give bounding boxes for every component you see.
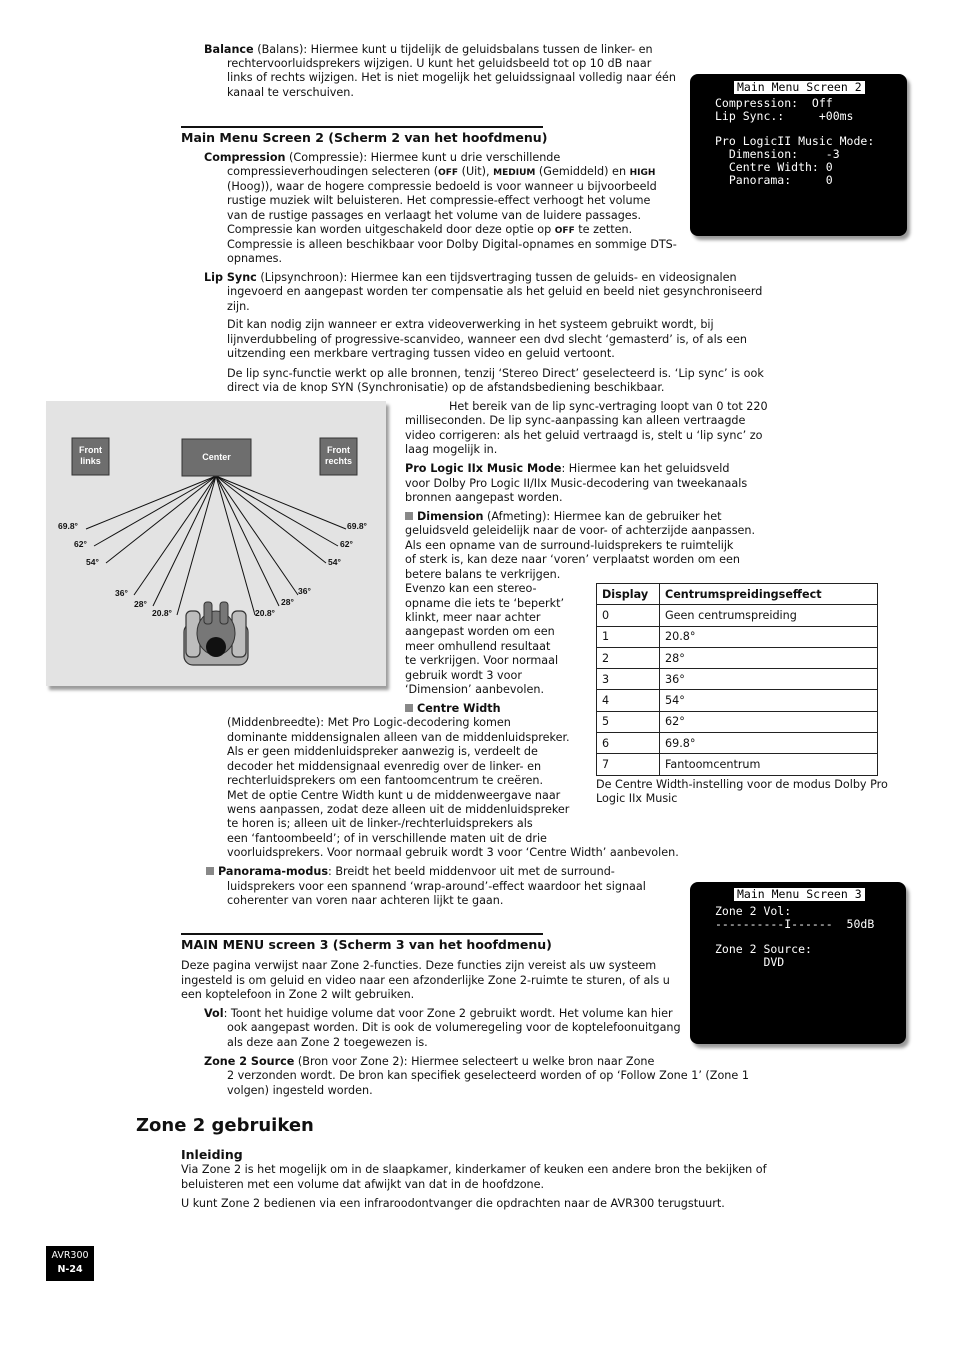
table-cell: 1	[597, 626, 660, 647]
prologic-line-2: voor Dolby Pro Logic II/IIx Music-decodering van tweekanaals	[405, 477, 748, 490]
angle-label-left: 54°	[86, 557, 99, 567]
dimension-line-12: gebruik wordt 3 voor	[405, 669, 522, 682]
balance-line-1: Balance (Balans): Hiermee kunt u tijdelijk de geluidsbalans tussen de linker- en	[204, 43, 653, 56]
osd-line: Lip Sync.: +00ms	[715, 109, 854, 123]
osd-line: Panorama: 0	[715, 173, 833, 187]
zone2-source-line-3: volgen) ingesteld worden.	[227, 1084, 373, 1097]
angle-label-right: 69.8°	[347, 521, 367, 531]
zone2-source-line-2: 2 verzonden wordt. De bron kan specifiek geselecteerd worden of op ‘Follow Zone 1’ (Zone 1	[227, 1069, 749, 1082]
listener-leg-left	[204, 602, 212, 624]
panorama-line-2: luidsprekers voor een spannend ‘wrap-around’-effect waardoor het signaal	[227, 880, 646, 893]
dimension-line-4: of sterk is, kan deze naar ‘voren’ verplaatst worden om een	[405, 553, 740, 566]
table-cell: 3	[597, 669, 660, 690]
speaker-front-right-label-2: rechts	[324, 456, 353, 466]
lipsync-line-2: ingevoerd en aangepast worden ter compensatie als het geluid en beeld niet gesynchroniseerd	[227, 285, 763, 298]
dimension-line-1: Dimension (Afmeting): Hiermee kan de gebruiker het	[405, 510, 721, 525]
angle-line	[216, 476, 298, 595]
angle-label-right: 28°	[281, 597, 294, 607]
table-cell: 54°	[660, 690, 878, 711]
compression-line-1: Compression (Compressie): Hiermee kunt u drie verschillende	[204, 151, 561, 164]
centre-line-5: rechterluidsprekers om een fantoomcentrum te creëren.	[227, 774, 544, 787]
osd-line: DVD	[715, 955, 785, 969]
angle-line	[86, 476, 216, 529]
section-rule	[181, 126, 543, 128]
angle-line	[134, 476, 216, 595]
compression-line-8: opnames.	[227, 252, 283, 265]
angle-line	[94, 476, 216, 546]
lipsync-para4-line-4: laag mogelijk in.	[405, 443, 498, 456]
compression-line-6: Compressie kan worden uitgeschakeld door deze optie op OFF te zetten.	[227, 223, 633, 236]
angle-label-left: 20.8°	[152, 608, 172, 618]
lipsync-para3-line-2: direct via de knop SYN (Synchronisatie) op de afstandsbediening beschikbaar.	[227, 381, 665, 394]
table-cell: Fantoomcentrum	[660, 754, 878, 775]
osd-title: Main Menu Screen 3	[734, 888, 865, 901]
angle-line	[216, 476, 338, 546]
vol-line-3: als deze aan Zone 2 toegewezen is.	[227, 1036, 428, 1049]
lipsync-para2-line-3: uitzending een merkbare vertraging tussen video en geluid vertoont.	[227, 347, 615, 360]
angle-label-left: 69.8°	[58, 521, 78, 531]
compression-line-3: (Hoog)), waar de hogere compressie bedoeld is voor wanneer u bijvoorbeeld	[227, 180, 657, 193]
table-row	[597, 690, 878, 711]
panorama-line-1: Panorama-modus: Breidt het beeld middenvoor uit met de surround-	[206, 865, 615, 880]
table-cell: 28°	[660, 647, 878, 668]
speaker-center-label: Center	[202, 452, 231, 462]
compression-line-7: Compressie is alleen beschikbaar voor Dolby Digital-opnames en sommige DTS-	[227, 238, 677, 251]
lipsync-line-1: Lip Sync (Lipsynchroon): Hiermee kan een tijdsvertraging tussen de geluids- en videosignalen	[204, 271, 737, 284]
dimension-line-11: te verkrijgen. Voor normaal	[405, 654, 559, 667]
zone2-subtitle: Inleiding	[181, 1147, 243, 1162]
table-row	[597, 669, 878, 690]
speaker-angle-diagram-svg	[46, 401, 386, 686]
osd-line: Centre Width: 0	[715, 160, 833, 174]
osd-line: Compression: Off	[715, 96, 833, 110]
table-cell: 20.8°	[660, 626, 878, 647]
table-cell: 2	[597, 647, 660, 668]
angle-label-left: 36°	[115, 588, 128, 598]
model-name: AVR300	[51, 1250, 89, 1261]
table-cell: 62°	[660, 711, 878, 732]
osd-line: Dimension: -3	[715, 147, 840, 161]
lipsync-para2-line-1: Dit kan nodig zijn wanneer er extra videoverwerking in het systeem gebruikt wordt, bij	[227, 318, 714, 331]
table-header-display: Display	[597, 584, 660, 605]
dimension-line-2: geluidsveld geleidelijk naar de voor- of achterzijde aanpassen.	[405, 524, 756, 537]
vol-line-2: ook aangepast worden. Dit is ook de volumeregeling voor de koptelefoonuitgang	[227, 1021, 681, 1034]
table-cell: Geen centrumspreiding	[660, 605, 878, 626]
angle-label-right: 20.8°	[255, 608, 275, 618]
balance-line-3: links of rechts wijzigen. Het is niet mogelijk het geluidssignaal volledig naar één	[227, 71, 677, 84]
osd-main-menu-screen-2	[690, 74, 907, 236]
dimension-line-8: klinkt, meer naar achter	[405, 611, 541, 624]
dimension-line-3: Als een opname van de surround-luidsprekers te ruimtelijk	[405, 539, 734, 552]
table-row	[597, 754, 878, 775]
page-badge	[46, 1246, 94, 1281]
angle-line	[216, 476, 326, 563]
table-cell: 7	[597, 754, 660, 775]
centre-line-6: Met de optie Centre Width kunt u de middenweergave naar	[227, 789, 561, 802]
section3-intro-line-1: Deze pagina verwijst naar Zone 2-functies. Deze functies zijn vereist als uw systeem	[181, 959, 657, 972]
lipsync-para2-line-2: lijnverdubbeling of progressive-scanvideo, wanneer een dvd slecht ‘gemasterd’ is, of als een	[227, 333, 747, 346]
centre-line-7: wens aanpassen, zodat deze alleen uit de middenluidspreker	[227, 803, 570, 816]
table-caption-line-2: Logic IIx Music	[596, 792, 678, 805]
balance-label: Balance	[204, 43, 254, 56]
table-row	[597, 647, 878, 668]
section3-intro-line-3: een koptelefoon in Zone 2 wilt gebruiken.	[181, 988, 415, 1001]
angle-labels	[58, 521, 368, 618]
speaker-front-right-label-1: Front	[327, 445, 350, 455]
bullet-square-icon	[405, 704, 413, 712]
osd-title: Main Menu Screen 2	[734, 81, 865, 94]
centre-line-8: te horen is; alleen uit de linker-/rechterluidsprekers als	[227, 817, 533, 830]
table-row	[597, 626, 878, 647]
centre-width-table	[596, 583, 878, 776]
table-row	[597, 733, 878, 754]
bullet-square-icon	[405, 512, 413, 520]
centre-line-3: Als er geen middenluidspreker aanwezig is, verdeelt de	[227, 745, 538, 758]
vol-line-1: Vol: Toont het huidige volume dat voor Zone 2 gebruikt wordt. Het volume kan hier	[204, 1007, 673, 1020]
lipsync-para4-line-1: Het bereik van de lip sync-vertraging loopt van 0 tot 220	[449, 400, 768, 413]
speaker-center	[182, 439, 251, 476]
section-heading-screen-3: MAIN MENU screen 3 (Scherm 3 van het hoofdmenu)	[181, 937, 552, 952]
angle-label-right: 36°	[298, 586, 311, 596]
compression-line-2: compressieverhoudingen selecteren (OFF (Uit), MEDIUM (Gemiddeld) en HIGH	[227, 165, 656, 178]
compression-line-4: rustige muziek wilt beluisteren. Het compressie-effect verhoogt het volume	[227, 194, 651, 207]
prologic-line-1: Pro Logic IIx Music Mode: Hiermee kan het geluidsveld	[405, 462, 730, 475]
listener-in-chair	[184, 602, 248, 665]
table-cell: 69.8°	[660, 733, 878, 754]
angle-label-right: 62°	[340, 539, 353, 549]
table-row	[597, 605, 878, 626]
zone2-p1-line-1: Via Zone 2 is het mogelijk om in de slaapkamer, kinderkamer of keuken een andere bron the bekijken of	[181, 1163, 767, 1176]
centre-line-9: een ‘fantoombeeld’; of in verschillende maten uit de drie	[227, 832, 547, 845]
speaker-front-left	[72, 438, 109, 475]
centre-line-2: dominante middensignalen alleen van de middenluidspreker.	[227, 731, 570, 744]
lipsync-line-3: zijn.	[227, 300, 250, 313]
dimension-line-5: betere balans te verkrijgen.	[405, 568, 561, 581]
dimension-line-13: ‘Dimension’ aanbevolen.	[405, 683, 545, 696]
angle-line	[106, 476, 216, 563]
zone2-p2: U kunt Zone 2 bedienen via een infraroodontvanger die opdrachten naar de AVR300 terugstuurt.	[181, 1197, 725, 1210]
zone2-source-line-1: Zone 2 Source (Bron voor Zone 2): Hiermee selecteert u welke bron naar Zone	[204, 1055, 655, 1068]
speaker-front-left-label-1: Front	[79, 445, 102, 455]
centre-line-1: (Middenbreedte): Met Pro Logic-decodering komen	[227, 716, 511, 729]
section-rule	[181, 933, 543, 935]
section3-intro-line-2: ingesteld is om geluid en video naar een afzonderlijke Zone 2-ruimte te sturen, of als u	[181, 974, 670, 987]
osd-main-menu-screen-3	[690, 882, 906, 1044]
page-number: N-24	[57, 1264, 83, 1275]
osd-line: Pro LogicII Music Mode:	[715, 134, 875, 148]
panorama-line-3: coherenter van voren naar achteren lijkt te gaan.	[227, 894, 504, 907]
zone2-title: Zone 2 gebruiken	[136, 1115, 314, 1136]
balance-line-4: kanaal te verschuiven.	[227, 86, 354, 99]
centre-line-4: decoder het middensignaal evenredig over de linker- en	[227, 760, 542, 773]
dimension-line-6: Evenzo kan een stereo-	[405, 582, 537, 595]
table-cell: 0	[597, 605, 660, 626]
table-cell: 5	[597, 711, 660, 732]
listener-head	[206, 637, 226, 657]
table-header-row	[597, 584, 878, 605]
prologic-line-3: bronnen aangepast worden.	[405, 491, 563, 504]
table-cell: 36°	[660, 669, 878, 690]
compression-line-5: van de rustige passages en verlaagt het volume van de luidere passages.	[227, 209, 642, 222]
zone2-p1-line-2: beluisteren met een volume dat afwijkt van dat in de hoofdzone.	[181, 1178, 545, 1191]
table-cell: 6	[597, 733, 660, 754]
dimension-line-7: opname die iets te ‘beperkt’	[405, 597, 565, 610]
angle-line	[216, 476, 346, 529]
speaker-front-right	[320, 438, 357, 475]
centre-line-10: voorluidsprekers. Voor normaal gebruik wordt 3 voor ‘Centre Width’ aanbevolen.	[227, 846, 679, 859]
bullet-square-icon	[206, 867, 214, 875]
balance-line-2: rechtervoorluidsprekers wijzigen. U kunt het geluidsbeeld tot op 10 dB naar	[227, 57, 652, 70]
dimension-line-10: meer omhullend resultaat	[405, 640, 551, 653]
osd-volume-bar: ----------I------ 50dB	[715, 917, 875, 931]
table-caption-line-1: De Centre Width-instelling voor de modus Dolby Pro	[596, 778, 888, 791]
table-row	[597, 711, 878, 732]
lipsync-para4-line-3: video corrigeren: als het geluid vertraagd is, stelt u ‘lip sync’ zo	[405, 429, 763, 442]
angle-label-left: 62°	[74, 539, 87, 549]
lipsync-para3-line-1: De lip sync-functie werkt op alle bronnen, tenzij ‘Stereo Direct’ geselecteerd is. ‘Lip sync’ is ook	[227, 367, 764, 380]
centre-width-heading: Centre Width	[405, 702, 501, 717]
osd-line: Zone 2 Source:	[715, 942, 812, 956]
speaker-front-left-label-2: links	[80, 456, 101, 466]
angle-label-right: 54°	[328, 557, 341, 567]
osd-line: Zone 2 Vol:	[715, 904, 792, 918]
table-cell: 4	[597, 690, 660, 711]
angle-label-left: 28°	[134, 599, 147, 609]
listener-leg-right	[220, 602, 228, 624]
section-heading-screen-2: Main Menu Screen 2 (Scherm 2 van het hoofdmenu)	[181, 130, 548, 145]
lipsync-para4-line-2: milliseconden. De lip sync-aanpassing kan alleen vertraagde	[405, 414, 746, 427]
table-header-effect: Centrumspreidingseffect	[660, 584, 878, 605]
dimension-line-9: aangepast worden om een	[405, 625, 555, 638]
speaker-angle-diagram	[46, 401, 386, 686]
